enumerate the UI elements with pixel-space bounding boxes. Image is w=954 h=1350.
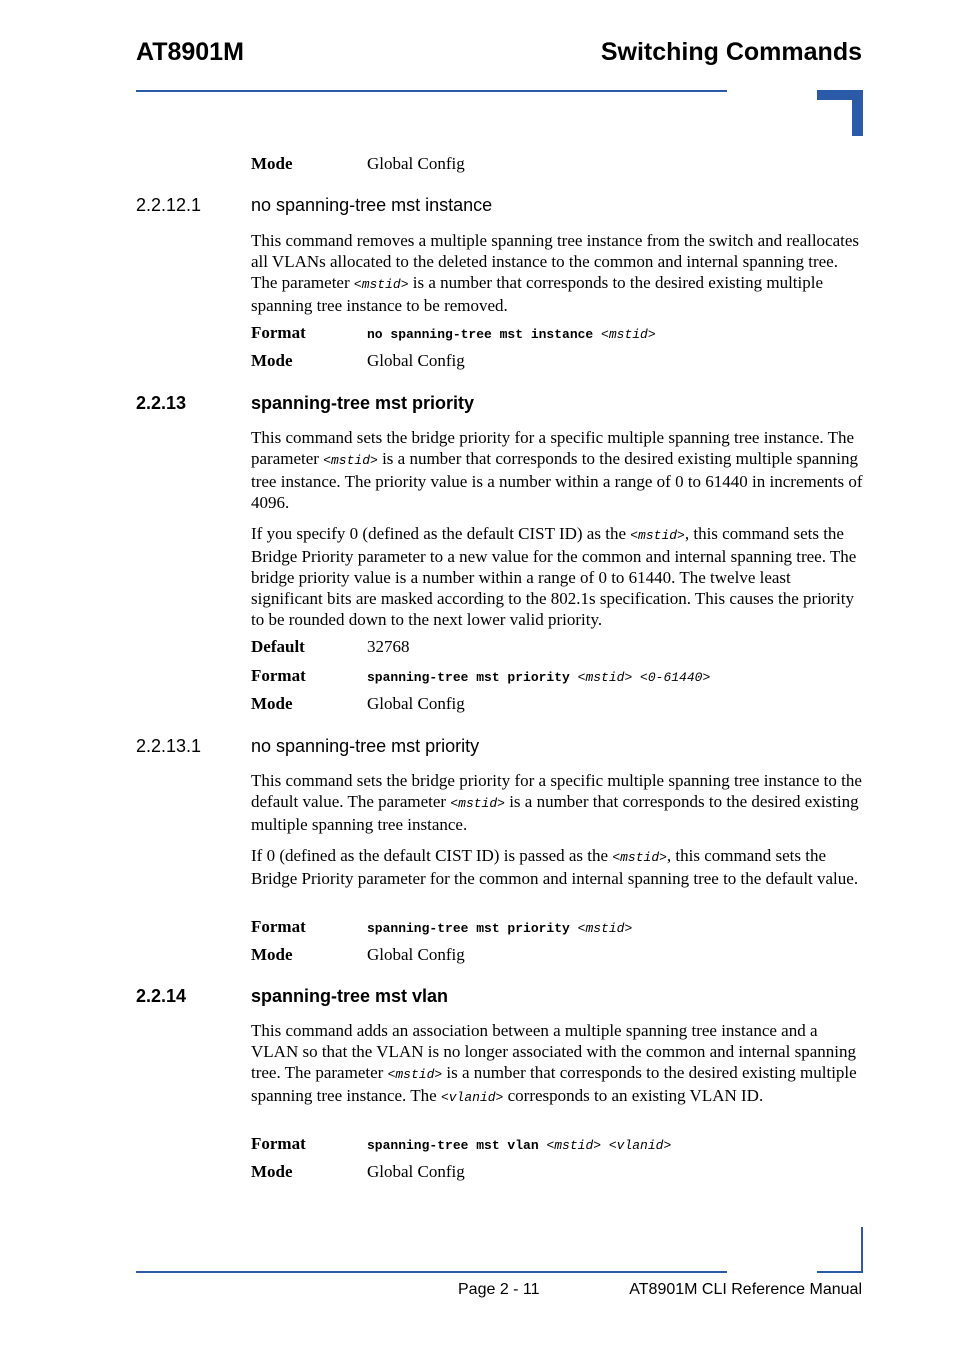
section-title: spanning-tree mst vlan	[251, 986, 449, 1006]
section-body	[251, 845, 863, 889]
mode-value: Global Config	[367, 351, 465, 370]
format-value	[367, 916, 632, 940]
section-title: spanning-tree mst priority	[251, 393, 475, 413]
mode-label: Mode	[251, 694, 293, 713]
description-paragraph: This command adds an association between a multiple spanning tree instance and a VLAN so that the VLAN is no longer associated with the common and internal spanning tree. The parameter <mstid> is a number that corresponds to the desired existing multiple spanning tree instance. The <vlanid> corresponds to an existing VLAN ID.	[251, 1021, 857, 1105]
parameter-mstid: <mstid>	[612, 850, 667, 865]
corner-mark-top-vertical	[852, 90, 863, 136]
command-argument: <mstid> <0-61440>	[577, 670, 711, 685]
header-chapter-title: Switching Commands	[600, 38, 862, 66]
section-number: 2.2.13.1	[136, 736, 202, 756]
description-paragraph: If you specify 0 (defined as the default CIST ID) as the <mstid>, this command sets the Bridge Priority parameter to a new value for the common and internal spanning tree. The bridge priority value is a number within a range of 0 to 61440. The twelve least significant bits are masked according to the 802.1s specification. This causes the priority to be rounded down to the next lower valid priority.	[251, 524, 857, 629]
command-syntax: spanning-tree mst vlan	[367, 1138, 547, 1153]
parameter-mstid: <mstid>	[353, 277, 409, 292]
footer-manual-title: AT8901M CLI Reference Manual	[629, 1281, 862, 1298]
default-value: 32768	[367, 637, 410, 656]
section-number: 2.2.13	[136, 393, 187, 413]
footer-rule	[136, 1271, 727, 1273]
section-body	[251, 770, 863, 835]
description-paragraph: If 0 (defined as the default CIST ID) is passed as the <mstid>, this command sets the Bridge Priority parameter for the common and internal spanning tree to the default value.	[251, 846, 859, 888]
format-label: Format	[251, 1134, 306, 1153]
mode-label: Mode	[251, 945, 293, 964]
section-title: no spanning-tree mst instance	[251, 195, 493, 215]
command-argument: <mstid> <vlanid>	[546, 1138, 672, 1153]
section-title: no spanning-tree mst priority	[251, 736, 480, 756]
format-value	[367, 322, 656, 346]
section-number: 2.2.12.1	[136, 195, 202, 215]
section-body	[251, 427, 863, 513]
command-syntax: no spanning-tree mst instance	[367, 327, 602, 342]
parameter-mstid: <mstid>	[387, 1067, 443, 1082]
command-argument: <mstid>	[601, 327, 656, 342]
mode-value: Global Config	[367, 154, 465, 173]
description-paragraph: This command sets the bridge priority for a specific multiple spanning tree instance to the default value. The parameter <mstid> is a number that corresponds to the desired existing multiple spanning tree instance.	[251, 771, 862, 834]
mode-label: Mode	[251, 351, 293, 370]
footer-page-number: Page 2 - 11	[458, 1281, 540, 1298]
command-argument: <mstid>	[577, 921, 633, 936]
corner-mark-bottom	[817, 1271, 863, 1273]
format-label: Format	[251, 323, 306, 342]
format-label: Format	[251, 666, 306, 685]
parameter-mstid: <mstid>	[630, 528, 685, 543]
section-body	[251, 523, 863, 630]
corner-mark-bottom-vertical	[861, 1227, 863, 1273]
command-syntax: spanning-tree mst priority	[367, 670, 578, 685]
format-value	[367, 1133, 671, 1157]
parameter-mstid: <mstid>	[450, 796, 505, 811]
description-paragraph: This command sets the bridge priority for a specific multiple spanning tree instance. The parameter <mstid> is a number that corresponds to the desired existing multiple spanning tree instance. The priority value is a number within a range of 0 to 61440 in increments of 4096.	[251, 428, 863, 512]
mode-value: Global Config	[367, 1162, 465, 1181]
command-syntax: spanning-tree mst priority	[367, 921, 578, 936]
default-label: Default	[251, 637, 305, 656]
header-rule	[136, 90, 727, 92]
mode-value: Global Config	[367, 694, 465, 713]
header-product-title: AT8901M	[136, 38, 244, 66]
mode-label: Mode	[251, 1162, 293, 1181]
description-paragraph: This command removes a multiple spanning tree instance from the switch and reallocates all VLANs allocated to the deleted instance to the common and internal spanning tree. The parameter <mstid> is a number that corresponds to the desired existing multiple spanning tree instance to be removed.	[251, 231, 860, 315]
parameter-mstid: <mstid>	[323, 453, 378, 468]
format-value	[367, 665, 710, 689]
parameter-vlanid: <vlanid>	[440, 1090, 504, 1105]
mode-value: Global Config	[367, 945, 465, 964]
format-label: Format	[251, 917, 306, 936]
section-body	[251, 230, 863, 316]
section-number: 2.2.14	[136, 986, 187, 1006]
mode-label: Mode	[251, 154, 293, 173]
section-body	[251, 1020, 863, 1108]
